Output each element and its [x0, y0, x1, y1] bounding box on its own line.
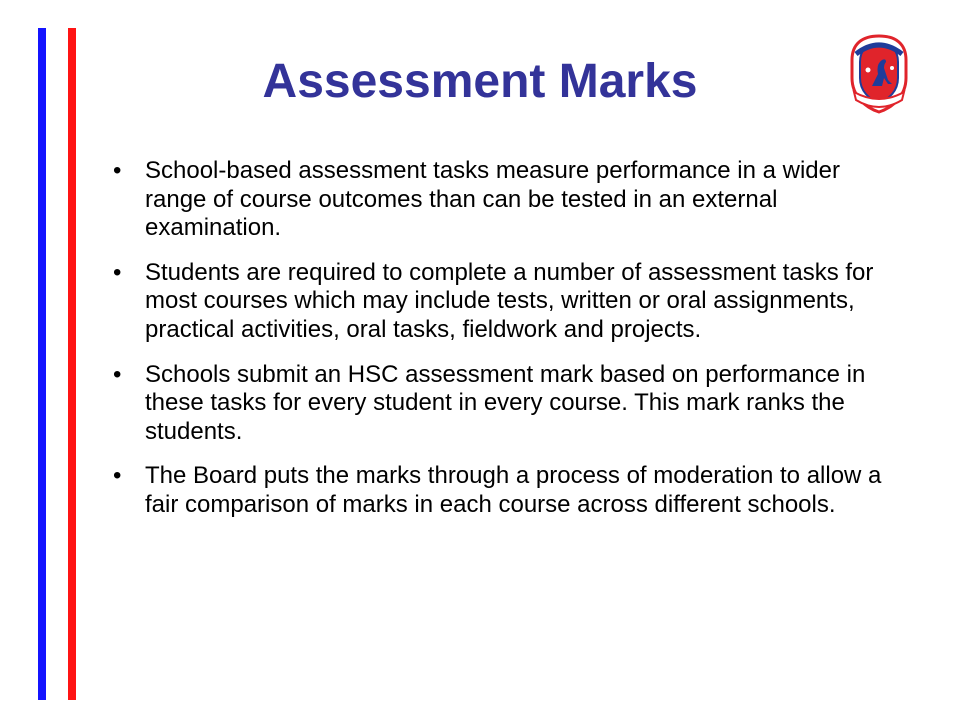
school-crest-icon [848, 34, 910, 114]
bullet-text: The Board puts the marks through a process of moderation to allow a fair comparison of marks in each course across different schools. [145, 462, 882, 518]
bullet-list [113, 157, 903, 536]
bullet-glyph: • [113, 462, 122, 490]
list-item [113, 361, 903, 447]
list-item [113, 259, 903, 345]
bullet-text: Students are required to complete a number of assessment tasks for most courses which may include tests, written or oral assignments, practical activities, oral tasks, fieldwork and projects. [145, 258, 874, 343]
left-blue-stripe [38, 28, 46, 700]
list-item [113, 462, 903, 519]
bullet-glyph: • [113, 360, 122, 388]
bullet-text: School-based assessment tasks measure performance in a wider range of course outcomes than can be tested in an external examination. [145, 157, 840, 242]
left-red-stripe [68, 28, 76, 700]
bullet-text: Schools submit an HSC assessment mark based on performance in these tasks for every student in every course. This mark ranks the students. [145, 360, 866, 445]
list-item [113, 157, 903, 243]
slide-title: Assessment Marks [262, 55, 698, 108]
bullet-glyph: • [113, 258, 122, 286]
bullet-glyph: • [113, 157, 122, 184]
